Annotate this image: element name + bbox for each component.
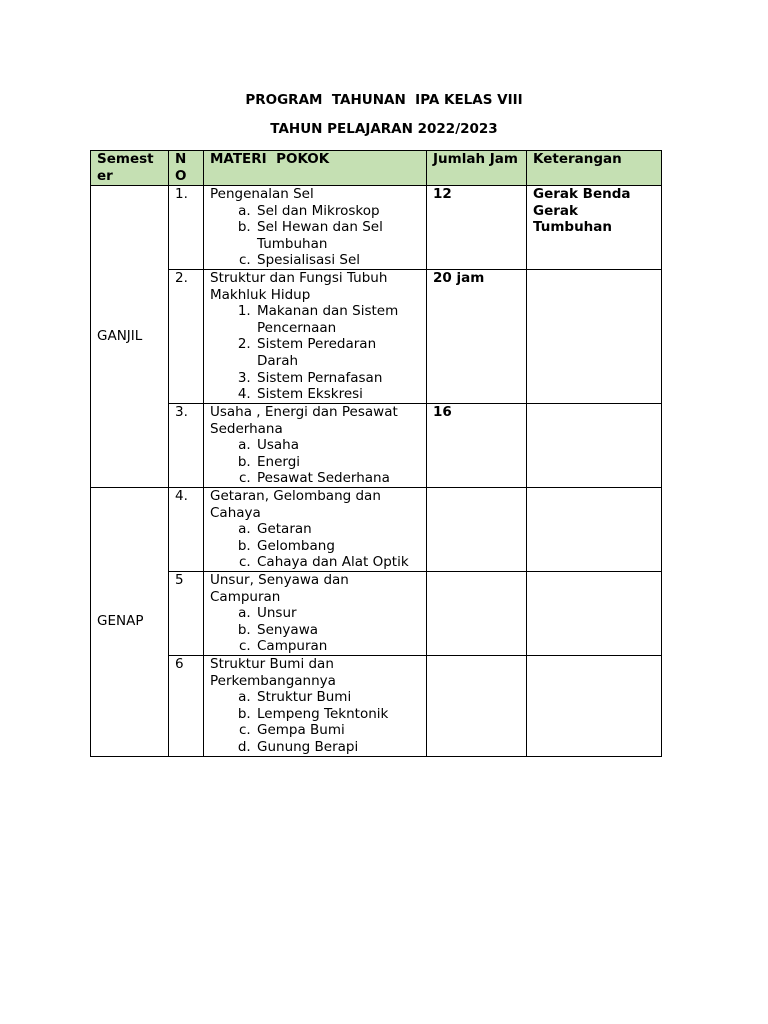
topic-title: Getaran, Gelombang dan Cahaya: [210, 487, 381, 521]
list-item: c. Cahaya dan Alat Optik: [255, 554, 420, 571]
list-item: d. Gunung Berapi: [255, 739, 420, 756]
header-no: N O: [169, 151, 204, 186]
list-item: 4. Sistem Ekskresi: [255, 386, 420, 403]
row-jam: [427, 487, 527, 571]
row-jam: 20 jam: [427, 270, 527, 404]
table-row: [91, 571, 662, 655]
list-item: a. Struktur Bumi: [255, 689, 420, 706]
subtopic-list: [210, 689, 420, 755]
row-materi: [204, 487, 427, 571]
topic-title: Pengenalan Sel: [210, 186, 314, 202]
row-no: 5: [169, 571, 204, 655]
keterangan-line: Gerak Tumbuhan: [533, 202, 613, 236]
row-keterangan: [527, 571, 662, 655]
table-header-row: [91, 151, 662, 186]
topic-title: Struktur Bumi dan Perkembangannya: [210, 655, 336, 689]
row-keterangan: [527, 404, 662, 488]
document-title: PROGRAM TAHUNAN IPA KELAS VIII: [245, 92, 523, 108]
row-materi: [204, 655, 427, 756]
header-jam: Jumlah Jam: [427, 151, 527, 186]
row-jam: [427, 655, 527, 756]
row-keterangan: [527, 655, 662, 756]
subtopic-list: [210, 437, 420, 487]
semester-cell-ganjil: GANJIL: [91, 186, 169, 488]
row-keterangan: [527, 270, 662, 404]
list-item: c. Campuran: [255, 638, 420, 655]
table-row: [91, 270, 662, 404]
subtopic-list: [210, 521, 420, 571]
table-row: [91, 655, 662, 756]
row-materi: [204, 186, 427, 270]
list-item: b. Energi: [255, 454, 420, 471]
row-keterangan: [527, 186, 662, 270]
table-row: [91, 186, 662, 270]
row-no: 2.: [169, 270, 204, 404]
topic-title: Usaha , Energi dan Pesawat Sederhana: [210, 404, 398, 437]
list-item: a. Getaran: [255, 521, 420, 538]
semester-cell-genap: GENAP: [91, 487, 169, 756]
subtopic-list: [210, 605, 420, 655]
list-item: c. Gempa Bumi: [255, 722, 420, 739]
program-table: [90, 150, 662, 757]
subtopic-list: [210, 303, 420, 403]
row-jam: 16: [427, 404, 527, 488]
header-materi: MATERI POKOK: [204, 151, 427, 186]
row-jam: [427, 571, 527, 655]
row-materi: [204, 270, 427, 404]
list-item: b. Sel Hewan dan Sel Tumbuhan: [255, 219, 420, 252]
document-subtitle: TAHUN PELAJARAN 2022/2023: [270, 121, 498, 137]
list-item: 3. Sistem Pernafasan: [255, 370, 420, 387]
list-item: a. Sel dan Mikroskop: [255, 203, 420, 220]
row-no: 1.: [169, 186, 204, 270]
topic-title: Struktur dan Fungsi Tubuh Makhluk Hidup: [210, 270, 388, 303]
row-materi: [204, 571, 427, 655]
list-item: b. Senyawa: [255, 622, 420, 639]
list-item: 1. Makanan dan Sistem Pencernaan: [255, 303, 420, 336]
table-row: [91, 487, 662, 571]
list-item: c. Pesawat Sederhana: [255, 470, 420, 487]
header-keterangan: Keterangan: [527, 151, 662, 186]
table-row: [91, 404, 662, 488]
row-keterangan: [527, 487, 662, 571]
header-semester: Semest er: [91, 151, 169, 186]
list-item: a. Unsur: [255, 605, 420, 622]
list-item: a. Usaha: [255, 437, 420, 454]
row-jam: 12: [427, 186, 527, 270]
row-no: 6: [169, 655, 204, 756]
row-no: 4.: [169, 487, 204, 571]
subtopic-list: [210, 203, 420, 269]
topic-title: Unsur, Senyawa dan Campuran: [210, 571, 349, 605]
list-item: b. Lempeng Tekntonik: [255, 706, 420, 723]
list-item: b. Gelombang: [255, 538, 420, 555]
list-item: c. Spesialisasi Sel: [255, 252, 420, 269]
keterangan-line: Gerak Benda: [533, 186, 631, 202]
list-item: 2. Sistem Peredaran Darah: [255, 336, 420, 369]
row-no: 3.: [169, 404, 204, 488]
row-materi: [204, 404, 427, 488]
